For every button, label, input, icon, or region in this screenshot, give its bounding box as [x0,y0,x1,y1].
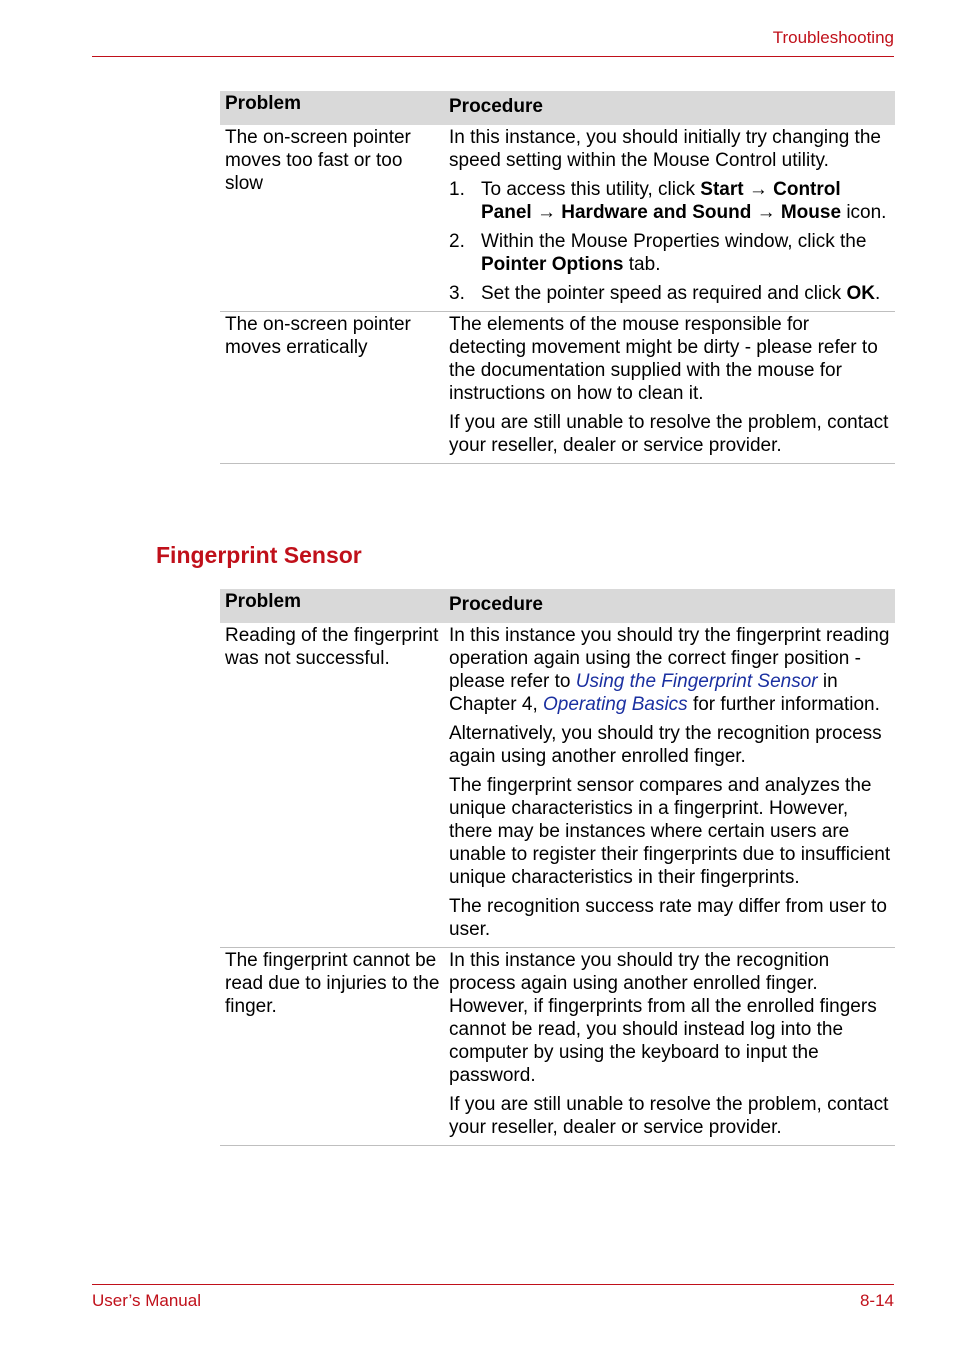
page-number: 8-14 [859,1291,894,1310]
procedure-text: If you are still unable to resolve the problem, contact your reseller, dealer or service provider. [449,412,889,456]
problem-cell: The fingerprint cannot be read due to injuries to the finger. [225,950,440,1017]
procedure-step [449,178,891,224]
procedure-step [449,282,891,305]
procedure-step [449,230,891,276]
table-header [220,91,895,125]
table-row [220,623,895,948]
table-row [220,125,895,312]
column-header-problem: Problem [225,591,302,612]
step-text: To access this utility, click Start → Control Panel → Hardware and Sound → Mouse icon. [481,179,887,223]
link-using-fingerprint-sensor[interactable]: Using the Fingerprint Sensor [575,671,818,692]
procedure-text: The recognition success rate may differ from user to user. [449,896,887,940]
step-number: 2. [449,231,465,252]
procedure-cell [443,312,895,463]
table-header [220,589,895,623]
problem-cell: The on-screen pointer moves erratically [225,314,411,358]
header-title: Troubleshooting [772,28,894,47]
header-rule [92,56,894,57]
procedure-text: The fingerprint sensor compares and analyzes the unique characteristics in a fingerprint. However, there may be instances where certain users are unable to register their fingerprints due to insufficient unique characteristics in their fingerprints. [449,775,891,888]
procedure-text: The elements of the mouse responsible for detecting movement might be dirty - please refer to the documentation supplied with the mouse for instructions on how to clean it. [449,314,878,404]
problem-cell: The on-screen pointer moves too fast or too slow [225,127,411,194]
procedure-text: If you are still unable to resolve the problem, contact your reseller, dealer or service provider. [449,1094,889,1138]
procedure-text: Alternatively, you should try the recognition process again using another enrolled finger. [449,723,882,767]
procedure-text: In this instance, you should initially try changing the speed setting within the Mouse Control utility. [449,127,881,171]
step-number: 1. [449,179,465,200]
column-header-procedure: Procedure [449,96,543,117]
procedure-cell [443,125,895,311]
procedure-text: In this instance you should try the recognition process again using another enrolled finger. However, if fingerprints from all the enrolled fingers cannot be read, you should instead log into the computer by using the keyboard to input the password. [449,950,877,1086]
step-text: Within the Mouse Properties window, click the Pointer Options tab. [481,231,867,275]
footer-manual-name: User’s Manual [92,1291,201,1310]
step-text: Set the pointer speed as required and click OK. [481,283,881,304]
footer-rule [92,1284,894,1285]
link-operating-basics[interactable]: Operating Basics [543,694,688,715]
procedure-cell [443,948,895,1145]
column-header-procedure: Procedure [449,594,543,615]
procedure-text: In this instance you should try the fingerprint reading operation again using the correct finger position - please refer to Using the Fingerprint Sensor in Chapter 4, Operating Basics for further information. [449,625,890,715]
problem-cell: Reading of the fingerprint was not successful. [225,625,439,669]
procedure-cell [443,623,895,947]
step-number: 3. [449,283,465,304]
mouse-troubleshooting-table [220,91,895,464]
table-row [220,312,895,464]
table-row [220,948,895,1146]
column-header-problem: Problem [225,93,302,114]
fingerprint-troubleshooting-table [220,589,895,1146]
section-title: Fingerprint Sensor [156,542,362,568]
